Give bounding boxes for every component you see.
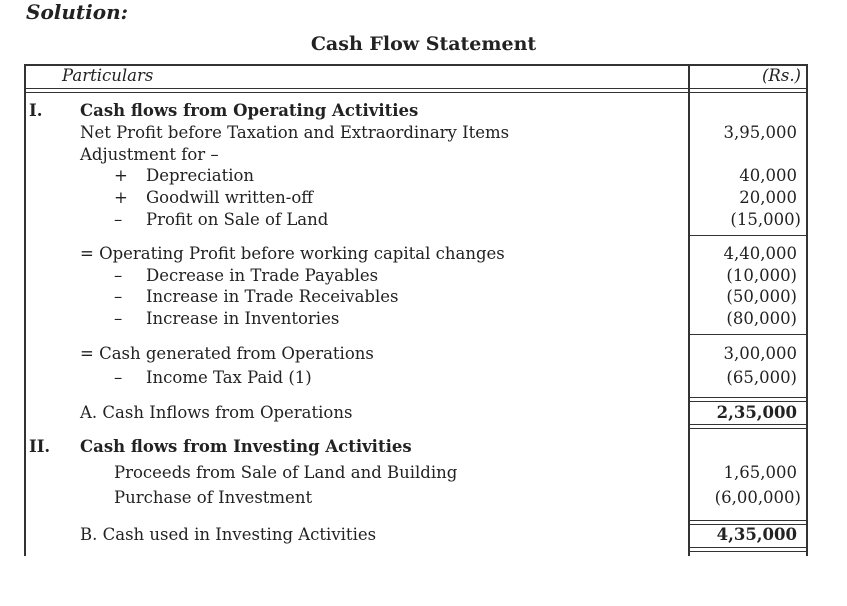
working-capital-label: Increase in Trade Receivables <box>146 287 399 306</box>
rule-before-total-a <box>688 397 807 398</box>
working-capital-amount: (80,000) <box>726 309 797 328</box>
adjustment-amount: (15,000) <box>730 210 801 229</box>
tax-amount: (65,000) <box>726 368 797 387</box>
rule-after-working-capital <box>688 334 807 335</box>
working-capital-amount: (50,000) <box>726 287 797 306</box>
tax-label: Income Tax Paid (1) <box>146 368 312 387</box>
operating-profit-amount: 4,40,000 <box>723 244 797 263</box>
total-b-label: B. Cash used in Investing Activities <box>80 525 377 544</box>
investing-amount: (6,00,000) <box>714 488 801 507</box>
adjustment-label-text: Goodwill written-off <box>146 188 313 207</box>
adjustment-label: Adjustment for – <box>80 145 219 164</box>
total-a-label: A. Cash Inflows from Operations <box>80 403 353 422</box>
working-capital-sign: – <box>114 266 123 285</box>
investing-label: Proceeds from Sale of Land and Building <box>114 463 458 482</box>
tax-sign: – <box>114 368 123 387</box>
table-right-border <box>806 64 808 556</box>
section-2-numeral: II. <box>29 437 51 456</box>
rule-after-total-b <box>688 547 807 548</box>
adjustment-sign: – <box>114 210 123 229</box>
working-capital-label: Increase in Inventories <box>146 309 340 328</box>
total-a-amount: 2,35,000 <box>716 403 797 422</box>
amount-column-left-border <box>688 64 690 556</box>
section-2-heading: Cash flows from Investing Activities <box>80 437 412 456</box>
cash-generated-label: = Cash generated from Operations <box>80 344 374 363</box>
rule-after-total-b-2 <box>688 551 807 552</box>
adjustment-sign: + <box>114 166 128 185</box>
rule-after-adjustments <box>688 235 807 236</box>
adjustment-label-text: Depreciation <box>146 166 255 185</box>
adjustment-label-text: Profit on Sale of Land <box>146 210 329 229</box>
total-b-amount: 4,35,000 <box>716 525 797 544</box>
rule-before-total-a-2 <box>688 401 807 402</box>
adjustment-amount: 40,000 <box>739 166 797 185</box>
adjustment-amount: 20,000 <box>739 188 797 207</box>
section-1-numeral: I. <box>29 101 43 120</box>
working-capital-label: Decrease in Trade Payables <box>146 266 379 285</box>
section-1-heading: Cash flows from Operating Activities <box>80 101 419 120</box>
rule-after-total-a <box>688 424 807 425</box>
net-profit-amount: 3,95,000 <box>723 123 797 142</box>
statement-title: Cash Flow Statement <box>310 33 537 55</box>
amount-header: (Rs.) <box>761 66 801 85</box>
table-left-border <box>24 64 26 556</box>
operating-profit-label: = Operating Profit before working capital changes <box>80 244 505 263</box>
particulars-header: Particulars <box>62 66 154 85</box>
cash-generated-amount: 3,00,000 <box>723 344 797 363</box>
net-profit-label: Net Profit before Taxation and Extraordinary Items <box>80 123 510 142</box>
rule-after-total-a-2 <box>688 428 807 429</box>
adjustment-sign: + <box>114 188 128 207</box>
header-bottom-border-2 <box>24 92 807 93</box>
working-capital-sign: – <box>114 309 123 328</box>
rule-before-total-b <box>688 520 807 521</box>
working-capital-sign: – <box>114 287 123 306</box>
working-capital-amount: (10,000) <box>726 266 797 285</box>
header-bottom-border-1 <box>24 88 807 89</box>
investing-amount: 1,65,000 <box>723 463 797 482</box>
investing-label: Purchase of Investment <box>114 488 313 507</box>
solution-label: Solution: <box>26 0 129 24</box>
